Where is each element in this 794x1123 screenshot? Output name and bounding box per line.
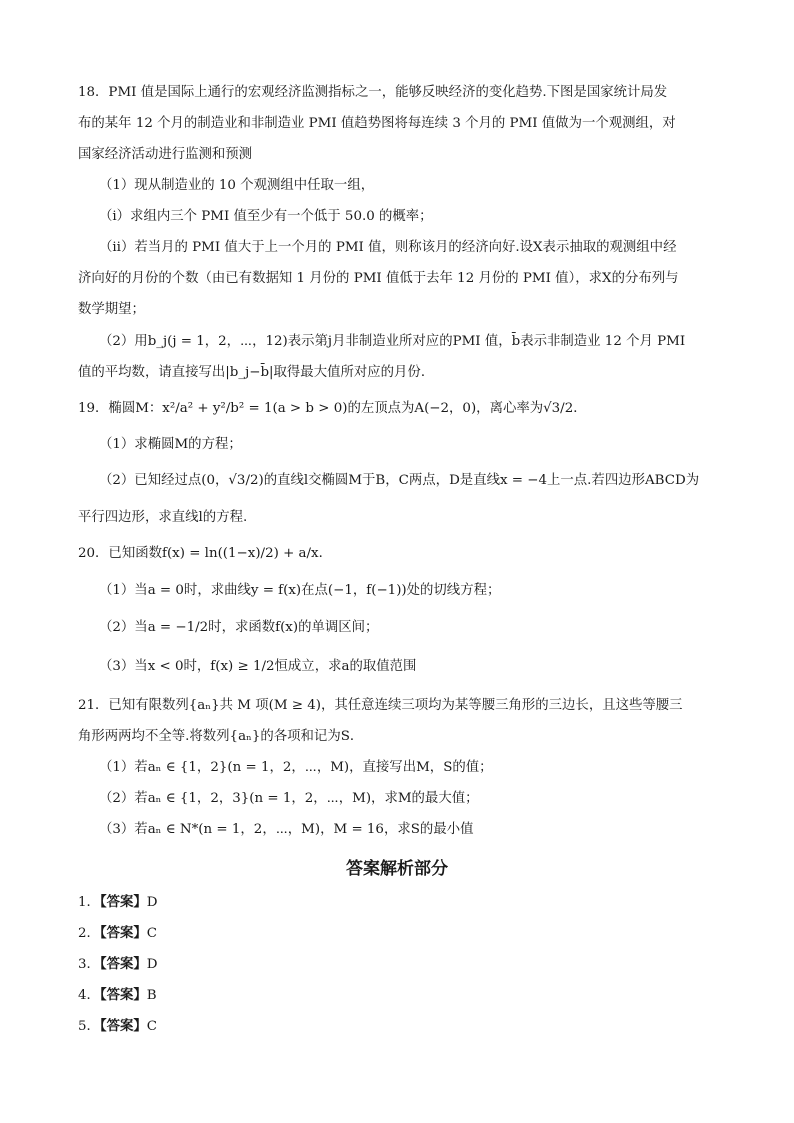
- q18-line-9: （2）用b_j(j = 1，2，⋯，12)表示第j月非制造业所对应的PMI 值，b̄表示非制造业 12 个月 PMI: [99, 334, 686, 349]
- q21-line-5: （3）若aₙ ∈ N*(n = 1，2，⋯，M)，M = 16，求S的最小值: [99, 822, 474, 837]
- q19-line-4: 平行四边形，求直线l的方程.: [78, 510, 248, 525]
- q21-line-3: （1）若aₙ ∈ {1，2}(n = 1，2，⋯，M)，直接写出M，S的值；: [99, 760, 493, 775]
- q18-line-1: 18．PMI 值是国际上通行的宏观经济监测指标之一，能够反映经济的变化趋势.下图是国家统计局发: [78, 85, 668, 100]
- q20-line-3: （2）当a = −1/2时，求函数f(x)的单调区间；: [99, 620, 379, 635]
- answer-tag: 【答案】: [99, 895, 147, 910]
- q20-line-1: 20．已知函数f(x) = ln((1−x)/2) + a/x．: [78, 546, 332, 561]
- q18-line-6: （ⅱ）若当月的 PMI 值大于上一个月的 PMI 值，则称该月的经济向好.设X表示抽取的观测组中经: [99, 240, 677, 255]
- q18-line-10: 值的平均数，请直接写出|b_j−b̄|取得最大值所对应的月份．: [78, 365, 435, 380]
- q18-line-4: （1）现从制造业的 10 个观测组中任取一组，: [99, 178, 375, 193]
- answer-value: C: [146, 926, 158, 941]
- q19-line-2: （1）求椭圆M的方程；: [99, 437, 242, 452]
- answers-heading: 答案解析部分: [346, 859, 448, 879]
- q18-line-3: 国家经济活动进行监测和预测: [78, 147, 253, 162]
- q18-line-5: （ⅰ）求组内三个 PMI 值至少有一个低于 50.0 的概率；: [99, 209, 433, 224]
- answer-item: [78, 986, 157, 1006]
- answer-number: 5．: [78, 1019, 100, 1034]
- answer-number: 2．: [78, 926, 100, 941]
- answer-number: 3．: [78, 957, 100, 972]
- answer-item: [78, 955, 158, 975]
- answer-tag: 【答案】: [99, 926, 147, 941]
- answer-item: [78, 924, 157, 944]
- q21-line-2: 角形两两均不全等.将数列{aₙ}的各项和记为S．: [78, 729, 364, 744]
- q19-line-1: 19．椭圆M：x²/a² + y²/b² = 1(a > b > 0)的左顶点为A(−2，0)，离心率为√3/2．: [78, 401, 587, 416]
- answer-value: B: [146, 988, 157, 1003]
- answer-value: C: [146, 1019, 158, 1034]
- answer-value: D: [146, 957, 158, 972]
- q20-line-4: （3）当x < 0时，f(x) ≥ 1/2恒成立，求a的取值范围: [99, 659, 417, 674]
- answer-tag: 【答案】: [99, 1019, 147, 1034]
- q19-line-3: （2）已知经过点(0，√3/2)的直线l交椭圆M于B，C两点，D是直线x = −4上一点.若四边形ABCD为: [99, 473, 700, 488]
- answer-item: [78, 1017, 157, 1037]
- answer-item: [78, 893, 158, 913]
- q18-line-2: 布的某年 12 个月的制造业和非制造业 PMI 值趋势图将每连续 3 个月的 PMI 值做为一个观测组，对: [78, 116, 676, 131]
- answer-number: 1．: [78, 895, 100, 910]
- q18-line-7: 济向好的月份的个数（由已有数据知 1 月份的 PMI 值低于去年 12 月份的 PMI 值），求X的分布列与: [78, 271, 679, 286]
- answer-tag: 【答案】: [99, 957, 147, 972]
- q21-line-1: 21．已知有限数列{aₙ}共 M 项(M ≥ 4)，其任意连续三项均为某等腰三角形的三边长，且这些等腰三: [78, 698, 683, 713]
- q18-line-8: 数学期望；: [78, 302, 145, 317]
- answer-tag: 【答案】: [99, 988, 147, 1003]
- answer-value: D: [146, 895, 158, 910]
- answer-number: 4．: [78, 988, 100, 1003]
- q20-line-2: （1）当a = 0时，求曲线y = f(x)在点(−1，f(−1))处的切线方程；: [99, 583, 501, 598]
- q21-line-4: （2）若aₙ ∈ {1，2，3}(n = 1，2，⋯，M)，求M的最大值；: [99, 791, 479, 806]
